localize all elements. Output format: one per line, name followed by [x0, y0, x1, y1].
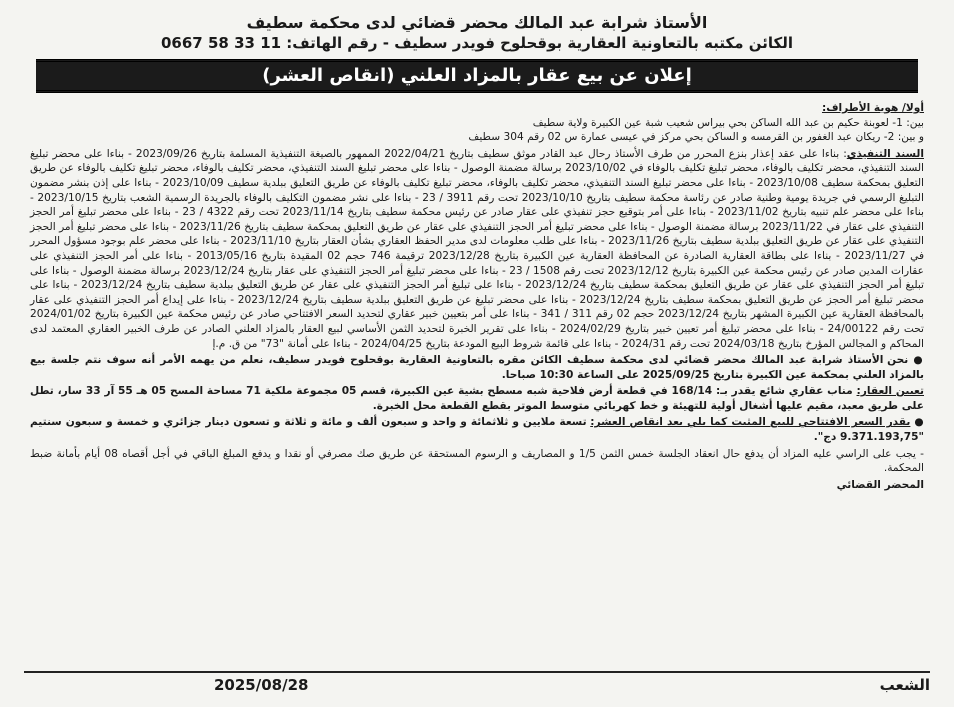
bullet-icon: ● — [908, 354, 924, 367]
newspaper-name: الشعب — [879, 676, 930, 694]
price-title: يقدر السعر الافتتاحي للبيع المثبت كما يلي بعد انقاص العشر: — [590, 416, 911, 429]
payment-text: يجب على الراسي عليه المزاد أن يدفع حال انعقاد الجلسة خمس الثمن 1/5 و المصاريف و الرسوم المستحقة عن طريق صك مصرفي أو نقدا و يدفع المبلغ الباقي في أجل أقصاه 08 أيام بأمانة ضبط المحكمة. — [30, 447, 924, 475]
bullet-icon: ● — [910, 416, 925, 429]
sale-notice-paragraph — [30, 353, 924, 382]
newspaper-footer — [24, 671, 930, 699]
party-line-2: و بين: 2- ريكان عبد الغفور بن القرمسه و الساكن بحي مركز في عيسى عمارة س 02 رقم 304 سطيف — [468, 131, 924, 144]
party-line-1: بين: 1- لعوبنة حكيم بن عبد الله الساكن بحي بيراس شعيب شبة عين الكبيرة ولاية سطيف — [532, 116, 924, 129]
procedure-text: : بناءا على عقد إعذار بنزع المحرر من طرف الأستاذ رحال عبد القادر موثق سطيف بتاريخ 2022/04/21 الممهور بالصيغة التنفيذية المسلمة بتاريخ 2023/09/26 - بناءا على محضر تبليغ السند التنفيذي، محضر تكليف بالوفاء، محضر تبليغ تكليف بالوفاء في 2023/10/02 برسالة مضمنة الوصول - بناءا على محضر تبليغ السند التنفيذي، محضر تكليف بالوفاء، محضر تبليغ تكليف بالوفاء عن طريق التعليق بمحكمة سطيف 2023/10/08 - بناءا على محضر تبليغ السند التنفيذي، محضر تكليف بالوفاء، محضر تبليغ تكليف بالوفاء عن طريق التعليق ببلدية سطيف 2023/10/09 - بناءا على إذن بنشر مضمون التبليغ الرسمي في جريدة يومية وطنية صادر عن رئاسة محكمة سطيف بتاريخ 2023/10/10 تحت رقم 3911 / 23 - بناءا على نشر مضمون التكليف بالوفاء بالجريدة الرسمية الشعب بتاريخ 2023/10/15 - بناءا على محضر علم تنبيه بتاريخ 2023/11/02 - بناءا على أمر بتوقيع حجز تنفيذي على عقار صادر عن رئيس محكمة سطيف بتاريخ 2023/11/14 تحت رقم 4322 / 23 - بناءا على محضر تبليغ أمر الحجز التنفيذي على عقار في 2023/11/22 برسالة مضمنة الوصول - بناءا على محضر تبليغ أمر الحجز التنفيذي على عقار عن طريق التعليق بمحكمة سطيف بتاريخ 2023/11/26 - بناءا على محضر تبليغ أمر الحجز التنفيذي على عقار عن طريق التعليق ببلدية سطيف بتاريخ 2023/11/26 - بناءا على طلب معلومات لدى مدير الحفظ العقاري بشأن العقار بتاريخ 2023/11/10 - بناءا على محضر علم بوجود مسؤول المحرر في 2023/11/27 - بناءا على بطاقة العقارية الصادرة عن المحافظة العقارية عين الكبيرة بتاريخ 2023/12/28 ترقيمة 746 حجم 02 المقيدة بتاريخ 2013/05/16 - بناءا على أمر الحجز التنفيذي على عقارات المدين صادر عن رئيس محكمة عين الكبيرة بتاريخ 2023/12/12 تحت رقم 1508 / 23 - بناءا على محضر تبليغ أمر الحجز التنفيذي على عقار بتاريخ 2023/12/24 برسالة مضمنة الوصول - بناءا على تبليغ أمر الحجز التنفيذي على عقار عن طريق التعليق بمحكمة سطيف بتاريخ 2023/12/24 - بناءا على تبليغ أمر الحجز التنفيذي على عقار عن طريق التعليق ببلدية سطيف بتاريخ 2023/12/24 - بناءا على محضر تبليغ أمر الحجز عن طريق التعليق بمحكمة سطيف بتاريخ 2023/12/24 - بناءا على محضر تبليغ عن طريق التعليق ببلدية سطيف بتاريخ 2023/12/24 - بناءا على إيداع أمر الحجز التنفيذي على عقار بالمحافظة العقارية عين الكبيرة المشهر بتاريخ 2023/12/24 حجم 02 رقم 311 / 341 - بناءا على أمر بتعيين خبير عقاري لتحديد السعر الافتتاحي صادر عن رئيس محكمة عين الكبيرة بتاريخ 2024/01/02 تحت رقم 24/00122 - بناءا على محضر تبليغ أمر تعيين خبير بتاريخ 2024/02/29 - بناءا على تقرير الخبرة لتحديد الثمن الأساسي لبيع العقار بالمزاد العلني الصادر عن طرف الخبير العقاري المعتمد لدى المحاكم و المجالس المؤرخ بتاريخ 2024/03/18 تحت رقم 2024/31 - بناءا على قائمة شروط البيع المودعة بتاريخ 2024/04/25 - بناءا على أمانة "73" من ق. م.إ — [30, 147, 925, 350]
bailiff-name-line: الأستاذ شرابة عبد المالك محضر قضائي لدى محكمة سطيف — [246, 13, 708, 32]
procedure-title: السند التنفيذي — [846, 147, 924, 160]
procedure-paragraph — [30, 147, 924, 351]
property-text: مناب عقاري شائع يقدر بـ: 168/14 في قطعة أرض فلاحية شبه مسطح بشية عين الكبيرة، قسم 05 مجموعة ملكية 71 مساحة المسح 05 هـ 55 آر 33 سار، تطل على طريق معبد، مقيم عليها أشغال أولية للتهيئة و خط كهربائي متوسط الموتر بقطع القطعة محل الخبرة. — [30, 385, 924, 412]
signature: المحضر القضائي — [836, 478, 924, 491]
bailiff-address-phone: الكائن مكتبه بالتعاونية العقارية بوقحلوح فويدر سطيف - رقم الهاتف: 11 33 58 0667 — [160, 34, 793, 52]
dash-icon: - — [915, 447, 924, 460]
property-paragraph — [30, 384, 924, 413]
notice-body — [24, 101, 930, 492]
price-paragraph — [30, 415, 924, 444]
parties-section-title: أولا/ هوية الأطراف: — [821, 102, 924, 114]
property-title: تعيين العقار: — [856, 385, 924, 398]
notice-header — [24, 12, 930, 53]
price-text: تسعة ملايين و ثلاثمائة و واحد و سبعون ألف و مائة و ثلاثة و تسعون دينار جزائري و خمسة و سبعون سنتيم "9.371.193,75 دج". — [30, 416, 924, 444]
sale-notice-text: نحن الأستاذ شرابة عبد المالك محضر قضائي لدى محكمة سطيف الكائن مقره بالتعاونية العقارية بوقحلوح فويدر سطيف، نعلم من يهمه الأمر أنه سوف نتم جلسة بيع بالمزاد العلني بمحكمة عين الكبيرة بتاريخ 2025/09/25 على الساعة 10:30 صباحا. — [30, 354, 924, 381]
payment-paragraph — [30, 447, 924, 476]
publication-date: 2025/08/28 — [214, 676, 309, 694]
notice-title-banner: إعلان عن بيع عقار بالمزاد العلني (انقاص العشر) — [36, 59, 918, 93]
